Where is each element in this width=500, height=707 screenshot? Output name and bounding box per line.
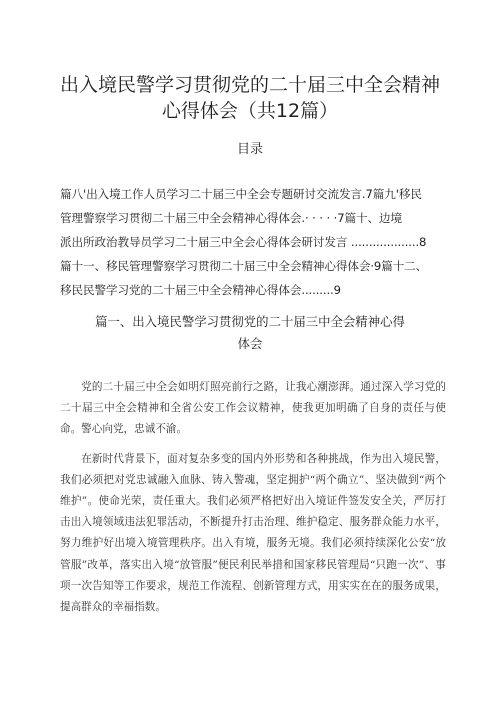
document-title-line-2: 心得体会（共12篇） xyxy=(161,100,339,122)
document-title xyxy=(40,72,460,124)
toc-heading: 目录 xyxy=(236,142,263,157)
body-paragraph: 在新时代背景下，面对复杂多变的国内外形势和各种挑战，作为出入境民警，我们必须把对党忠诚融入血脉、铸入警魂，坚定拥护“两个确立”、坚决做到“两个维护”。使命光荣，责任重大。我们必须严格把好出入境证件签发安全关，严厉打击出入境领域违法犯罪活动，不断提升打击治理、维护稳定、服务群众能力水平，努力维护好出境入境管理秩序。出入有境，服务无境。我们必须持续深化公安“放管服”改革，落实出入境“放管服”便民利民举措和国家移民管理局“只跑一次”、事项一次告知等工作要求，规范工作流程、创新管理方式，用实实在在的服务成果，提高群众的幸福指数。 xyxy=(60,452,446,614)
section-title-line-2: 体会 xyxy=(237,336,263,351)
toc-line: 篇十一、移民管理警察学习贯彻二十届三中全会精神心得体会·9篇十二、 xyxy=(60,259,428,273)
document-title-line-1: 出入境民警学习贯彻党的二十届三中全会精神 xyxy=(59,74,440,96)
toc-line: 移民民警学习党的二十届三中全会精神心得体会.........9 xyxy=(60,283,341,297)
toc-line: 派出所政治教导员学习二十届三中全会心得体会研讨发言 ...................8 xyxy=(60,235,427,249)
toc-line: 篇八'出入境工作人员学习二十届三中全会专题研讨交流发言.7篇九'移民 xyxy=(60,187,422,201)
section-title-line-1: 篇一、出入境民警学习贯彻党的二十届三中全会精神心得 xyxy=(95,314,405,329)
body-text xyxy=(60,377,446,626)
toc-line: 管理警察学习贯彻二十届三中全会精神心得体会.· · · · ·7篇十、边境 xyxy=(60,211,402,225)
body-paragraph: 党的二十届三中全会如明灯照亮前行之路，让我心潮澎湃。通过深入学习党的二十届三中全会精神和全省公安工作会议精神，使我更加明确了自身的责任与使命。警心向党，忠诚不渝。 xyxy=(60,381,446,436)
table-of-contents xyxy=(60,182,446,302)
section-title xyxy=(40,311,460,355)
